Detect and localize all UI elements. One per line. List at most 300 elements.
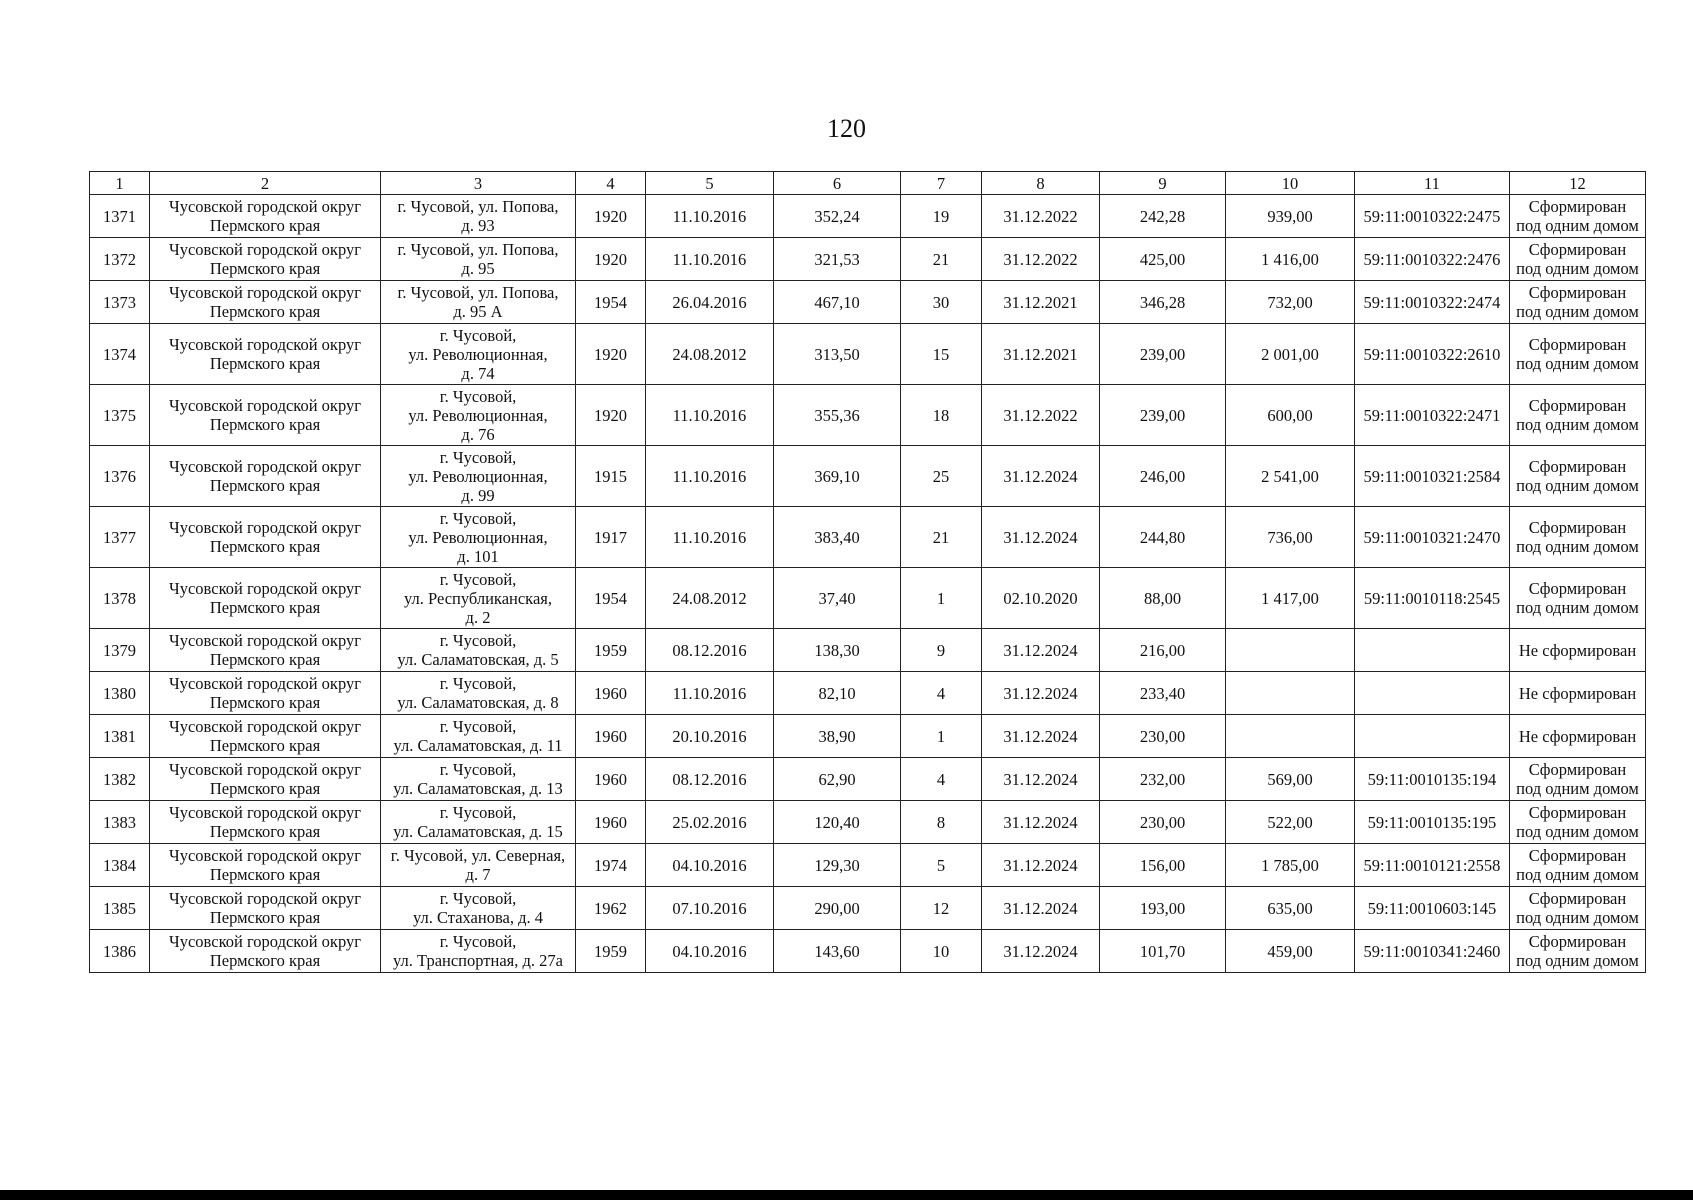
cell-col-4: 1960 xyxy=(576,801,646,844)
cell-col-7: 21 xyxy=(901,507,982,568)
cell-col-12 xyxy=(1510,801,1646,844)
cell-col-8: 31.12.2024 xyxy=(982,887,1100,930)
cell-col-8: 31.12.2024 xyxy=(982,801,1100,844)
cell-col-7: 4 xyxy=(901,672,982,715)
column-header-6: 6 xyxy=(774,172,901,195)
cell-col-9: 193,00 xyxy=(1100,887,1226,930)
cell-col-8: 31.12.2022 xyxy=(982,385,1100,446)
cell-col-9: 156,00 xyxy=(1100,844,1226,887)
column-header-1: 1 xyxy=(90,172,150,195)
cell-line: Сформирован xyxy=(1528,518,1627,537)
column-header-5: 5 xyxy=(646,172,774,195)
cell-col-9: 232,00 xyxy=(1100,758,1226,801)
cell-col-2 xyxy=(150,887,381,930)
cell-col-11: 59:11:0010121:2558 xyxy=(1355,844,1510,887)
cell-col-11: 59:11:0010322:2476 xyxy=(1355,238,1510,281)
cell-col-5: 08.12.2016 xyxy=(646,758,774,801)
cell-col-2 xyxy=(150,672,381,715)
cell-col-10: 2 541,00 xyxy=(1226,446,1355,507)
cell-line: г. Чусовой, xyxy=(439,760,517,779)
cell-col-2 xyxy=(150,629,381,672)
cell-line: под одним домом xyxy=(1516,951,1639,970)
cell-col-5: 11.10.2016 xyxy=(646,385,774,446)
table-row xyxy=(90,568,1646,629)
cell-line: Чусовской городской округ xyxy=(169,674,361,693)
cell-line: Пермского края xyxy=(209,908,321,927)
cell-col-7: 12 xyxy=(901,887,982,930)
cell-col-7: 9 xyxy=(901,629,982,672)
cell-line: под одним домом xyxy=(1516,415,1639,434)
cell-col-9: 239,00 xyxy=(1100,324,1226,385)
cell-line: под одним домом xyxy=(1516,908,1639,927)
cell-col-11: 59:11:0010135:194 xyxy=(1355,758,1510,801)
cell-col-7: 18 xyxy=(901,385,982,446)
column-header-11: 11 xyxy=(1355,172,1510,195)
cell-col-11: 59:11:0010118:2545 xyxy=(1355,568,1510,629)
cell-line: г. Чусовой, xyxy=(439,569,517,589)
cell-col-10: 459,00 xyxy=(1226,930,1355,973)
cell-col-4: 1920 xyxy=(576,385,646,446)
cell-col-9: 425,00 xyxy=(1100,238,1226,281)
cell-col-6: 38,90 xyxy=(774,715,901,758)
cell-col-10: 1 416,00 xyxy=(1226,238,1355,281)
cell-col-1: 1378 xyxy=(90,568,150,629)
scan-border xyxy=(0,1190,1693,1200)
cell-line: Сформирован xyxy=(1528,457,1627,476)
cell-line: ул. Саламатовская, д. 13 xyxy=(393,779,563,798)
cell-col-2 xyxy=(150,930,381,973)
cell-col-3 xyxy=(381,930,576,973)
cell-col-1: 1375 xyxy=(90,385,150,446)
cell-col-3 xyxy=(381,238,576,281)
cell-col-8: 31.12.2022 xyxy=(982,195,1100,238)
cell-line: Сформирован xyxy=(1528,283,1627,302)
cell-col-4: 1962 xyxy=(576,887,646,930)
cell-col-11 xyxy=(1355,715,1510,758)
cell-col-9: 246,00 xyxy=(1100,446,1226,507)
cell-line: Пермского края xyxy=(209,216,321,235)
cell-col-5: 08.12.2016 xyxy=(646,629,774,672)
cell-line: д. 76 xyxy=(461,424,495,444)
cell-col-10 xyxy=(1226,672,1355,715)
cell-line: Пермского края xyxy=(209,650,321,669)
cell-col-4: 1959 xyxy=(576,629,646,672)
cell-col-4: 1960 xyxy=(576,715,646,758)
cell-line: г. Чусовой, xyxy=(439,932,517,951)
cell-col-11: 59:11:0010341:2460 xyxy=(1355,930,1510,973)
cell-col-11: 59:11:0010322:2474 xyxy=(1355,281,1510,324)
cell-col-2 xyxy=(150,568,381,629)
cell-line: Чусовской городской округ xyxy=(169,932,361,951)
cell-col-6: 138,30 xyxy=(774,629,901,672)
table-row xyxy=(90,629,1646,672)
cell-col-10: 600,00 xyxy=(1226,385,1355,446)
cell-col-7: 4 xyxy=(901,758,982,801)
cell-col-12 xyxy=(1510,446,1646,507)
cell-col-5: 20.10.2016 xyxy=(646,715,774,758)
cell-line: Чусовской городской округ xyxy=(169,335,361,354)
cell-line: Сформирован xyxy=(1528,335,1627,354)
cell-col-7: 1 xyxy=(901,715,982,758)
cell-col-6: 369,10 xyxy=(774,446,901,507)
cell-col-12 xyxy=(1510,930,1646,973)
cell-col-10: 939,00 xyxy=(1226,195,1355,238)
cell-line: под одним домом xyxy=(1516,537,1639,556)
cell-col-4: 1917 xyxy=(576,507,646,568)
table-header xyxy=(90,172,1646,195)
cell-col-6: 143,60 xyxy=(774,930,901,973)
cell-col-3 xyxy=(381,887,576,930)
cell-col-7: 10 xyxy=(901,930,982,973)
cell-col-7: 5 xyxy=(901,844,982,887)
housing-registry-table xyxy=(89,171,1646,973)
cell-col-1: 1383 xyxy=(90,801,150,844)
cell-line: ул. Транспортная, д. 27а xyxy=(393,951,563,970)
cell-line: Пермского края xyxy=(209,693,321,712)
cell-col-10: 635,00 xyxy=(1226,887,1355,930)
cell-col-7: 25 xyxy=(901,446,982,507)
cell-line: под одним домом xyxy=(1516,259,1639,278)
cell-col-5: 24.08.2012 xyxy=(646,324,774,385)
cell-col-12 xyxy=(1510,238,1646,281)
table-row xyxy=(90,844,1646,887)
cell-col-4: 1920 xyxy=(576,195,646,238)
cell-col-10: 569,00 xyxy=(1226,758,1355,801)
cell-col-11: 59:11:0010322:2475 xyxy=(1355,195,1510,238)
cell-col-9: 101,70 xyxy=(1100,930,1226,973)
cell-col-2 xyxy=(150,385,381,446)
cell-col-4: 1974 xyxy=(576,844,646,887)
cell-col-8: 31.12.2021 xyxy=(982,324,1100,385)
cell-col-6: 321,53 xyxy=(774,238,901,281)
cell-col-1: 1372 xyxy=(90,238,150,281)
table-row xyxy=(90,385,1646,446)
cell-col-3 xyxy=(381,195,576,238)
column-header-12: 12 xyxy=(1510,172,1646,195)
cell-col-9: 233,40 xyxy=(1100,672,1226,715)
cell-col-8: 31.12.2024 xyxy=(982,672,1100,715)
cell-line: Сформирован xyxy=(1528,932,1627,951)
cell-col-7: 15 xyxy=(901,324,982,385)
cell-line: г. Чусовой, xyxy=(439,631,517,650)
cell-line: Пермского края xyxy=(209,354,321,373)
cell-col-6: 62,90 xyxy=(774,758,901,801)
cell-col-11: 59:11:0010321:2584 xyxy=(1355,446,1510,507)
cell-col-4: 1954 xyxy=(576,281,646,324)
cell-col-2 xyxy=(150,324,381,385)
cell-col-3 xyxy=(381,629,576,672)
cell-line: ул. Революционная, xyxy=(408,527,548,547)
cell-col-5: 07.10.2016 xyxy=(646,887,774,930)
cell-col-3 xyxy=(381,324,576,385)
cell-col-7: 30 xyxy=(901,281,982,324)
cell-col-2 xyxy=(150,238,381,281)
column-header-7: 7 xyxy=(901,172,982,195)
cell-col-1: 1379 xyxy=(90,629,150,672)
cell-line: Чусовской городской округ xyxy=(169,631,361,650)
cell-col-7: 1 xyxy=(901,568,982,629)
cell-col-8: 31.12.2022 xyxy=(982,238,1100,281)
cell-col-6: 352,24 xyxy=(774,195,901,238)
cell-line: г. Чусовой, xyxy=(439,386,517,406)
cell-line: под одним домом xyxy=(1516,476,1639,495)
cell-col-3 xyxy=(381,801,576,844)
cell-line: ул. Саламатовская, д. 15 xyxy=(393,822,563,841)
cell-col-2 xyxy=(150,195,381,238)
cell-col-2 xyxy=(150,446,381,507)
cell-col-4: 1915 xyxy=(576,446,646,507)
cell-line: д. 7 xyxy=(465,865,491,884)
cell-col-3 xyxy=(381,844,576,887)
cell-line: под одним домом xyxy=(1516,779,1639,798)
cell-line: ул. Стаханова, д. 4 xyxy=(412,908,543,927)
cell-col-5: 24.08.2012 xyxy=(646,568,774,629)
cell-line: под одним домом xyxy=(1516,598,1639,617)
cell-col-2 xyxy=(150,844,381,887)
cell-line: Пермского края xyxy=(209,779,321,798)
cell-line: Чусовской городской округ xyxy=(169,283,361,302)
cell-col-3 xyxy=(381,446,576,507)
cell-col-4: 1960 xyxy=(576,758,646,801)
cell-line: д. 93 xyxy=(461,216,495,235)
cell-line: Пермского края xyxy=(209,259,321,278)
cell-col-10 xyxy=(1226,629,1355,672)
cell-line: г. Чусовой, xyxy=(439,447,517,467)
cell-line: Не сформирован xyxy=(1518,726,1637,746)
table-row xyxy=(90,281,1646,324)
cell-col-3 xyxy=(381,507,576,568)
cell-col-6: 290,00 xyxy=(774,887,901,930)
cell-line: Чусовской городской округ xyxy=(169,396,361,415)
cell-col-11: 59:11:0010135:195 xyxy=(1355,801,1510,844)
cell-line: д. 74 xyxy=(461,363,495,383)
table-row xyxy=(90,715,1646,758)
cell-col-10: 1 417,00 xyxy=(1226,568,1355,629)
cell-col-2 xyxy=(150,758,381,801)
cell-line: г. Чусовой, xyxy=(439,803,517,822)
table-row xyxy=(90,195,1646,238)
column-header-10: 10 xyxy=(1226,172,1355,195)
cell-col-10: 2 001,00 xyxy=(1226,324,1355,385)
cell-col-3 xyxy=(381,385,576,446)
cell-col-1: 1385 xyxy=(90,887,150,930)
cell-col-12 xyxy=(1510,507,1646,568)
cell-line: г. Чусовой, ул. Северная, xyxy=(390,846,566,865)
cell-col-2 xyxy=(150,715,381,758)
table-row xyxy=(90,930,1646,973)
cell-col-6: 129,30 xyxy=(774,844,901,887)
cell-line: ул. Саламатовская, д. 5 xyxy=(397,650,559,669)
cell-line: Пермского края xyxy=(209,302,321,321)
cell-col-11: 59:11:0010322:2471 xyxy=(1355,385,1510,446)
column-header-9: 9 xyxy=(1100,172,1226,195)
cell-line: ул. Революционная, xyxy=(408,466,548,486)
cell-line: Пермского края xyxy=(209,951,321,970)
cell-line: под одним домом xyxy=(1516,302,1639,321)
cell-col-3 xyxy=(381,568,576,629)
cell-col-11 xyxy=(1355,629,1510,672)
cell-line: Чусовской городской округ xyxy=(169,889,361,908)
cell-line: Не сформирован xyxy=(1518,640,1637,660)
cell-col-5: 25.02.2016 xyxy=(646,801,774,844)
cell-line: д. 101 xyxy=(457,546,499,566)
cell-line: ул. Революционная, xyxy=(408,405,548,425)
cell-line: г. Чусовой, xyxy=(439,674,517,693)
cell-line: Пермского края xyxy=(209,736,321,755)
cell-col-6: 467,10 xyxy=(774,281,901,324)
cell-col-11: 59:11:0010322:2610 xyxy=(1355,324,1510,385)
cell-col-12 xyxy=(1510,281,1646,324)
cell-col-1: 1380 xyxy=(90,672,150,715)
cell-col-9: 244,80 xyxy=(1100,507,1226,568)
cell-col-10 xyxy=(1226,715,1355,758)
cell-line: Чусовской городской округ xyxy=(169,760,361,779)
cell-line: Сформирован xyxy=(1528,803,1627,822)
cell-line: Не сформирован xyxy=(1518,683,1637,703)
cell-line: Сформирован xyxy=(1528,889,1627,908)
cell-col-12 xyxy=(1510,195,1646,238)
cell-col-11 xyxy=(1355,672,1510,715)
cell-col-6: 313,50 xyxy=(774,324,901,385)
cell-col-10: 522,00 xyxy=(1226,801,1355,844)
cell-line: Чусовской городской округ xyxy=(169,197,361,216)
cell-col-8: 31.12.2024 xyxy=(982,930,1100,973)
cell-col-9: 230,00 xyxy=(1100,715,1226,758)
cell-line: ул. Революционная, xyxy=(408,344,548,364)
table-row xyxy=(90,887,1646,930)
cell-col-7: 21 xyxy=(901,238,982,281)
cell-col-3 xyxy=(381,672,576,715)
cell-col-4: 1920 xyxy=(576,238,646,281)
cell-line: Чусовской городской округ xyxy=(169,579,361,598)
cell-line: Чусовской городской округ xyxy=(169,457,361,476)
cell-col-5: 11.10.2016 xyxy=(646,507,774,568)
cell-col-12 xyxy=(1510,629,1646,672)
cell-col-5: 04.10.2016 xyxy=(646,930,774,973)
cell-col-12 xyxy=(1510,324,1646,385)
cell-col-11: 59:11:0010603:145 xyxy=(1355,887,1510,930)
cell-col-6: 355,36 xyxy=(774,385,901,446)
cell-col-5: 11.10.2016 xyxy=(646,446,774,507)
cell-col-10: 732,00 xyxy=(1226,281,1355,324)
cell-col-6: 383,40 xyxy=(774,507,901,568)
cell-line: Чусовской городской округ xyxy=(169,518,361,537)
table-body xyxy=(90,195,1646,973)
cell-col-9: 242,28 xyxy=(1100,195,1226,238)
cell-col-7: 8 xyxy=(901,801,982,844)
cell-col-6: 82,10 xyxy=(774,672,901,715)
cell-line: Сформирован xyxy=(1528,197,1627,216)
cell-line: Чусовской городской округ xyxy=(169,240,361,259)
column-header-4: 4 xyxy=(576,172,646,195)
cell-line: ул. Саламатовская, д. 11 xyxy=(393,736,563,755)
cell-col-8: 31.12.2024 xyxy=(982,629,1100,672)
cell-col-5: 26.04.2016 xyxy=(646,281,774,324)
cell-col-9: 88,00 xyxy=(1100,568,1226,629)
cell-line: Сформирован xyxy=(1528,396,1627,415)
cell-col-1: 1373 xyxy=(90,281,150,324)
cell-line: г. Чусовой, xyxy=(439,325,517,345)
cell-col-5: 11.10.2016 xyxy=(646,672,774,715)
cell-col-3 xyxy=(381,758,576,801)
cell-col-2 xyxy=(150,281,381,324)
cell-col-10: 1 785,00 xyxy=(1226,844,1355,887)
cell-line: Пермского края xyxy=(209,598,321,617)
cell-line: под одним домом xyxy=(1516,822,1639,841)
cell-line: под одним домом xyxy=(1516,216,1639,235)
cell-line: Чусовской городской округ xyxy=(169,846,361,865)
cell-line: г. Чусовой, ул. Попова, xyxy=(397,240,559,259)
cell-col-8: 31.12.2024 xyxy=(982,844,1100,887)
cell-col-2 xyxy=(150,801,381,844)
table-row xyxy=(90,801,1646,844)
cell-line: г. Чусовой, ул. Попова, xyxy=(397,283,559,302)
cell-col-1: 1377 xyxy=(90,507,150,568)
cell-line: д. 99 xyxy=(461,485,495,505)
cell-line: д. 95 А xyxy=(453,302,503,321)
cell-col-3 xyxy=(381,281,576,324)
cell-line: ул. Республиканская, xyxy=(404,588,552,608)
cell-col-7: 19 xyxy=(901,195,982,238)
cell-col-9: 346,28 xyxy=(1100,281,1226,324)
cell-line: Сформирован xyxy=(1528,760,1627,779)
cell-col-9: 216,00 xyxy=(1100,629,1226,672)
page-number: 120 xyxy=(827,114,866,143)
cell-col-10: 736,00 xyxy=(1226,507,1355,568)
cell-col-8: 02.10.2020 xyxy=(982,568,1100,629)
cell-col-8: 31.12.2024 xyxy=(982,446,1100,507)
cell-col-12 xyxy=(1510,758,1646,801)
header-row xyxy=(90,172,1646,195)
cell-line: д. 95 xyxy=(461,259,495,278)
column-header-8: 8 xyxy=(982,172,1100,195)
cell-line: г. Чусовой, ул. Попова, xyxy=(397,197,559,216)
cell-line: Пермского края xyxy=(209,537,321,556)
table-row xyxy=(90,324,1646,385)
cell-col-1: 1386 xyxy=(90,930,150,973)
table-row xyxy=(90,672,1646,715)
cell-col-8: 31.12.2024 xyxy=(982,507,1100,568)
cell-col-11: 59:11:0010321:2470 xyxy=(1355,507,1510,568)
table-row xyxy=(90,238,1646,281)
cell-line: Чусовской городской округ xyxy=(169,717,361,736)
cell-col-4: 1960 xyxy=(576,672,646,715)
cell-col-8: 31.12.2024 xyxy=(982,715,1100,758)
cell-col-6: 120,40 xyxy=(774,801,901,844)
column-header-2: 2 xyxy=(150,172,381,195)
cell-col-2 xyxy=(150,507,381,568)
cell-col-3 xyxy=(381,715,576,758)
cell-col-1: 1376 xyxy=(90,446,150,507)
cell-col-4: 1959 xyxy=(576,930,646,973)
cell-line: Сформирован xyxy=(1528,579,1627,598)
cell-col-5: 11.10.2016 xyxy=(646,195,774,238)
table-row xyxy=(90,758,1646,801)
cell-line: г. Чусовой, xyxy=(439,889,517,908)
table-row xyxy=(90,507,1646,568)
cell-col-12 xyxy=(1510,385,1646,446)
cell-line: Пермского края xyxy=(209,865,321,884)
cell-col-4: 1954 xyxy=(576,568,646,629)
cell-line: г. Чусовой, xyxy=(439,717,517,736)
cell-line: Сформирован xyxy=(1528,240,1627,259)
column-header-3: 3 xyxy=(381,172,576,195)
cell-col-4: 1920 xyxy=(576,324,646,385)
cell-col-1: 1381 xyxy=(90,715,150,758)
cell-col-12 xyxy=(1510,568,1646,629)
cell-line: д. 2 xyxy=(465,607,491,627)
cell-line: под одним домом xyxy=(1516,354,1639,373)
